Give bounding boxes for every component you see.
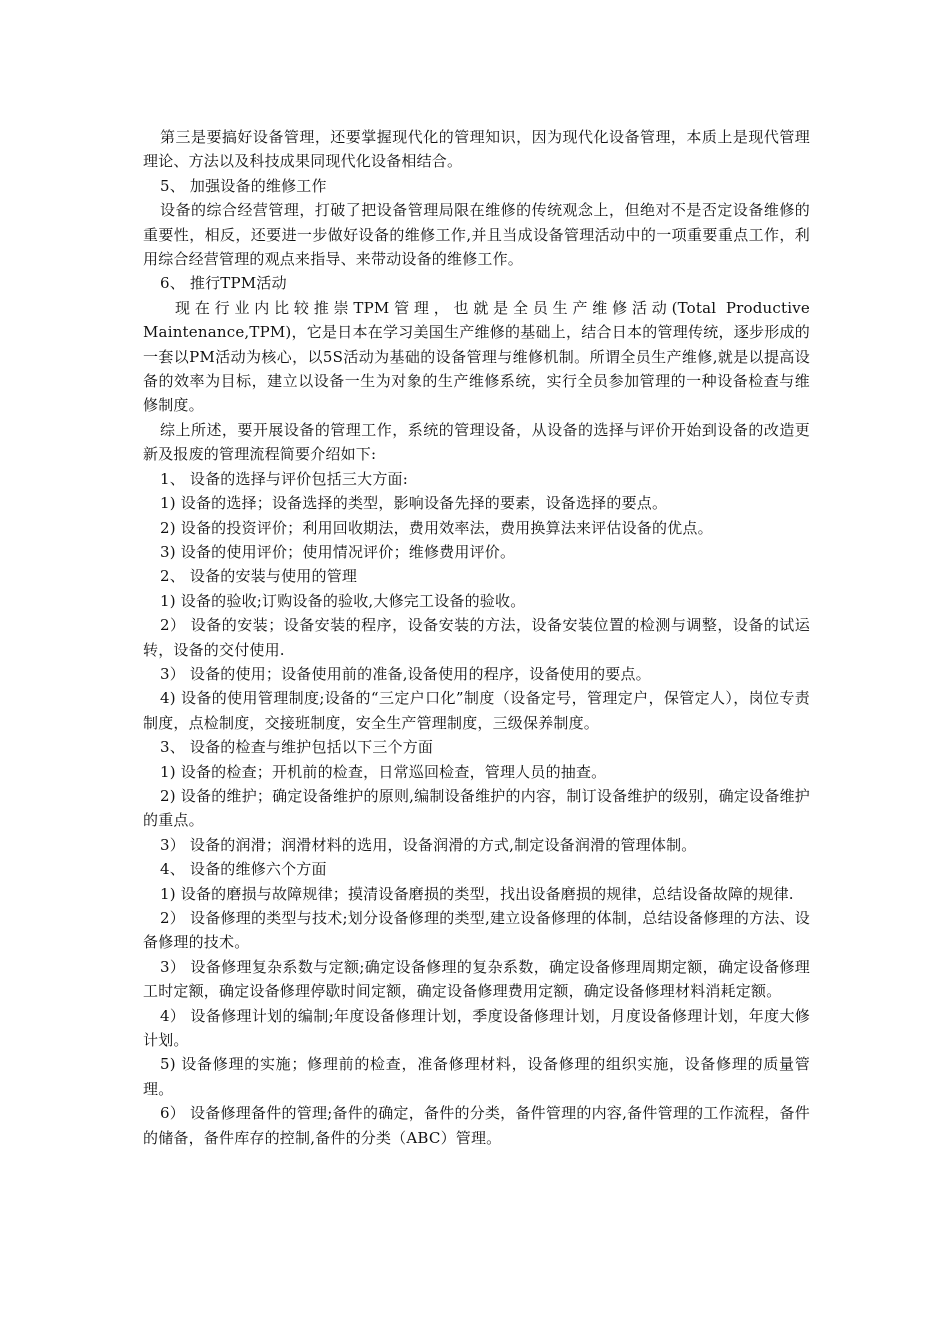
list-item: 1) 设备的选择；设备选择的类型，影响设备先择的要素，设备选择的要点。 <box>160 494 668 513</box>
list-item: 3） 设备修理复杂系数与定额;确定设备修理的复杂系数，确定设备修理周期定额，确定设备修理工时定额，确定设备修理停歇时间定额，确定设备修理费用定额，确定设备修理材料消耗定额。 <box>143 957 810 1001</box>
list-item: 3） 设备的使用；设备使用前的准备,设备使用的程序，设备使用的要点。 <box>160 664 651 683</box>
paragraph-tpm-description: 现在行业内比较推崇TPM管理，也就是全员生产维修活动(Total Productive Maintenance,TPM)，它是日本在学习美国生产维修的基础上，结合日本的管理传统，逐步形成的一套以PM活动为核心，以5S活动为基础的设备管理与维修机制。所谓全员生产维修,就是以提高设备的效率为目标，建立以设备一生为对象的生产维修系统，实行全员参加管理的一种设备检查与维修制度。 <box>143 298 810 415</box>
list-item: 3) 设备的使用评价；使用情况评价；维修费用评价。 <box>160 542 516 561</box>
heading-maintenance-work: 5、 加强设备的维修工作 <box>160 176 327 195</box>
paragraph-summary: 综上所述，要开展设备的管理工作，系统的管理设备，从设备的选择与评价开始到设备的改造更新及报废的管理流程简要介绍如下: <box>143 420 810 464</box>
list-item: 1) 设备的磨损与故障规律；摸清设备磨损的类型，找出设备磨损的规律，总结设备故障的规律. <box>160 884 794 903</box>
list-item: 1) 设备的验收;订购设备的验收,大修完工设备的验收。 <box>160 591 526 610</box>
list-item: 2） 设备的安装；设备安装的程序，设备安装的方法，设备安装位置的检测与调整，设备的试运转，设备的交付使用. <box>143 616 810 659</box>
heading-selection-evaluation: 1、 设备的选择与评价包括三大方面: <box>160 469 408 488</box>
heading-inspection-maintenance: 3、 设备的检查与维护包括以下三个方面 <box>160 738 434 757</box>
list-item: 5) 设备修理的实施；修理前的检查，准备修理材料，设备修理的组织实施，设备修理的质量管理。 <box>143 1055 810 1098</box>
heading-tpm: 6、 推行TPM活动 <box>160 274 287 293</box>
heading-repair-six-aspects: 4、 设备的维修六个方面 <box>160 860 327 879</box>
list-item: 6） 设备修理备件的管理;备件的确定，备件的分类，备件管理的内容,备件管理的工作流程，备件的储备，备件库存的控制,备件的分类（ABC）管理。 <box>143 1104 810 1147</box>
paragraph-modern-management: 第三是要搞好设备管理，还要掌握现代化的管理知识，因为现代化设备管理，本质上是现代管理理论、方法以及科技成果同现代化设备相结合。 <box>143 128 810 171</box>
list-item: 1) 设备的检查；开机前的检查，日常巡回检查，管理人员的抽查。 <box>160 762 607 781</box>
list-item: 2) 设备的维护；确定设备维护的原则,编制设备维护的内容，制订设备维护的级别，确定设备维护的重点。 <box>143 786 810 830</box>
heading-installation-use: 2、 设备的安装与使用的管理 <box>160 567 358 586</box>
list-item: 2) 设备的投资评价；利用回收期法，费用效率法，费用换算法来评估设备的优点。 <box>160 518 713 537</box>
list-item: 3） 设备的润滑；润滑材料的选用，设备润滑的方式,制定设备润滑的管理体制。 <box>160 835 697 854</box>
list-item: 4) 设备的使用管理制度;设备的“三定户口化”制度（设备定号，管理定户，保管定人），岗位专责制度，点检制度，交接班制度，安全生产管理制度，三级保养制度。 <box>143 689 810 732</box>
paragraph-maintenance-importance: 设备的综合经营管理，打破了把设备管理局限在维修的传统观念上，但绝对不是否定设备维修的重要性，相反，还要进一步做好设备的维修工作,并且当成设备管理活动中的一项重要重点工作，利用综合经营管理的观点来指导、来带动设备的维修工作。 <box>143 201 810 269</box>
list-item: 2） 设备修理的类型与技术;划分设备修理的类型,建立设备修理的体制，总结设备修理的方法、设备修理的技术。 <box>143 909 810 952</box>
list-item: 4） 设备修理计划的编制;年度设备修理计划，季度设备修理计划，月度设备修理计划，年度大修计划。 <box>143 1006 810 1050</box>
